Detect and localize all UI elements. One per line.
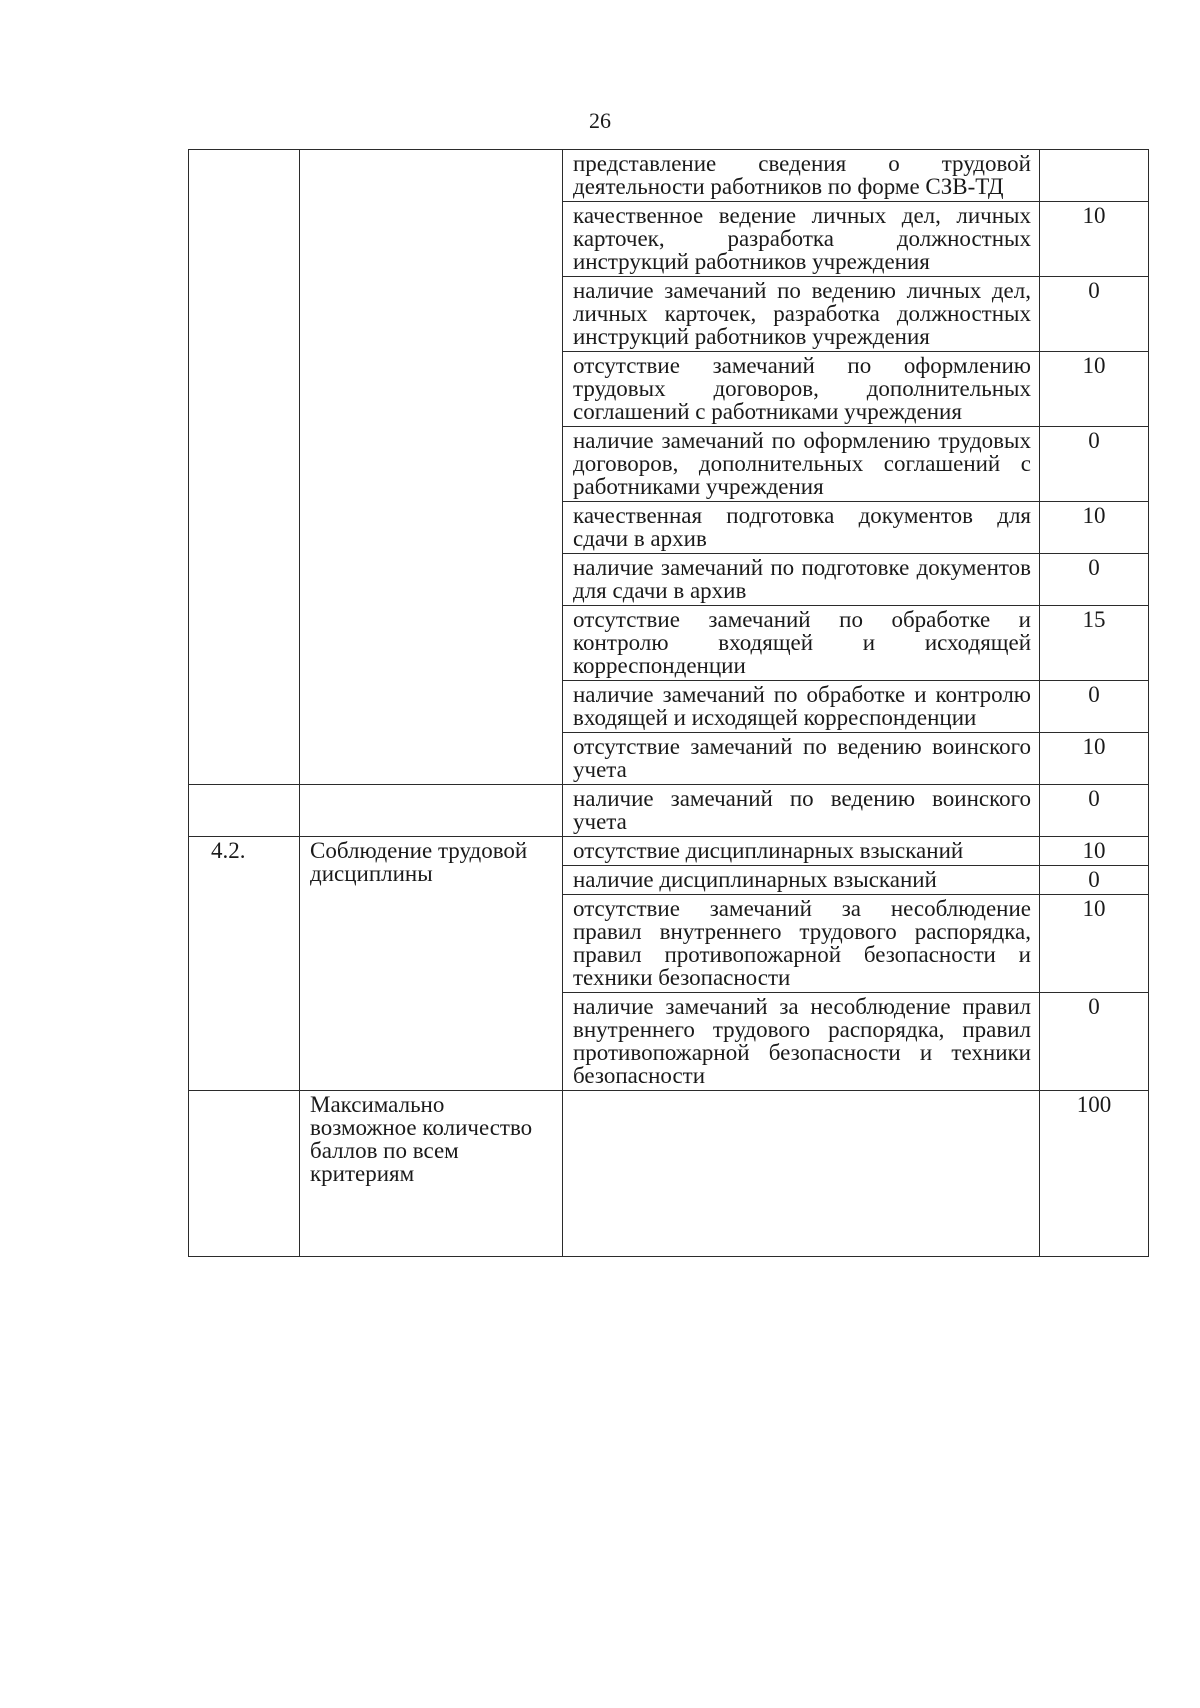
- indicator-cell: отсутствие дисциплинарных взысканий: [563, 837, 1040, 866]
- points-cell: 0: [1040, 277, 1149, 352]
- criterion-name-cell: [300, 150, 563, 785]
- indicator-cell: отсутствие замечаний по оформлению трудовых договоров, дополнительных соглашений с работниками учреждения: [563, 352, 1040, 427]
- points-cell: 10: [1040, 352, 1149, 427]
- points-cell: 10: [1040, 837, 1149, 866]
- indicator-cell: наличие замечаний по оформлению трудовых договоров, дополнительных соглашений с работниками учреждения: [563, 427, 1040, 502]
- criterion-number-cell: [189, 150, 300, 785]
- points-cell: 0: [1040, 427, 1149, 502]
- indicator-cell: наличие замечаний по подготовке документов для сдачи в архив: [563, 554, 1040, 606]
- points-cell: 0: [1040, 866, 1149, 895]
- points-cell: 0: [1040, 785, 1149, 837]
- points-cell: 10: [1040, 502, 1149, 554]
- indicator-cell: отсутствие замечаний за несоблюдение правил внутреннего трудового распорядка, правил противопожарной безопасности и техники безопасности: [563, 895, 1040, 993]
- table-row: [189, 785, 1149, 837]
- indicator-cell: качественная подготовка документов для сдачи в архив: [563, 502, 1040, 554]
- points-cell: 0: [1040, 681, 1149, 733]
- total-label: Максимально возможное количество баллов по всем критериям: [300, 1091, 563, 1257]
- points-cell: 15: [1040, 606, 1149, 681]
- points-cell: 10: [1040, 895, 1149, 993]
- indicator-cell: наличие замечаний по обработке и контролю входящей и исходящей корреспонденции: [563, 681, 1040, 733]
- table-row: [189, 150, 1149, 202]
- indicator-cell: наличие дисциплинарных взысканий: [563, 866, 1040, 895]
- criterion-name-cell: [300, 785, 563, 837]
- indicator-cell: представление сведения о трудовой деятельности работников по форме СЗВ-ТД: [563, 150, 1040, 202]
- total-row: [189, 1091, 1149, 1257]
- points-cell: 0: [1040, 993, 1149, 1091]
- indicator-cell: наличие замечаний за несоблюдение правил внутреннего трудового распорядка, правил противопожарной безопасности и техники безопасности: [563, 993, 1040, 1091]
- indicator-cell: отсутствие замечаний по обработке и контролю входящей и исходящей корреспонденции: [563, 606, 1040, 681]
- indicator-cell: отсутствие замечаний по ведению воинского учета: [563, 733, 1040, 785]
- indicator-cell: наличие замечаний по ведению личных дел, личных карточек, разработка должностных инструкций работников учреждения: [563, 277, 1040, 352]
- criterion-name: Соблюдение трудовой дисциплины: [300, 837, 563, 1091]
- indicator-cell: качественное ведение личных дел, личных карточек, разработка должностных инструкций работников учреждения: [563, 202, 1040, 277]
- total-points: 100: [1040, 1091, 1149, 1257]
- total-number-cell: [189, 1091, 300, 1257]
- criteria-table: [188, 149, 1149, 1257]
- points-cell: 10: [1040, 202, 1149, 277]
- page-number: 26: [589, 108, 611, 133]
- criterion-number: 4.2.: [189, 837, 300, 1091]
- total-indicator-cell: [563, 1091, 1040, 1257]
- criterion-number-cell: [189, 785, 300, 837]
- points-cell: 10: [1040, 733, 1149, 785]
- points-cell: 0: [1040, 554, 1149, 606]
- points-cell: [1040, 150, 1149, 202]
- table-row: [189, 837, 1149, 866]
- indicator-cell: наличие замечаний по ведению воинского учета: [563, 785, 1040, 837]
